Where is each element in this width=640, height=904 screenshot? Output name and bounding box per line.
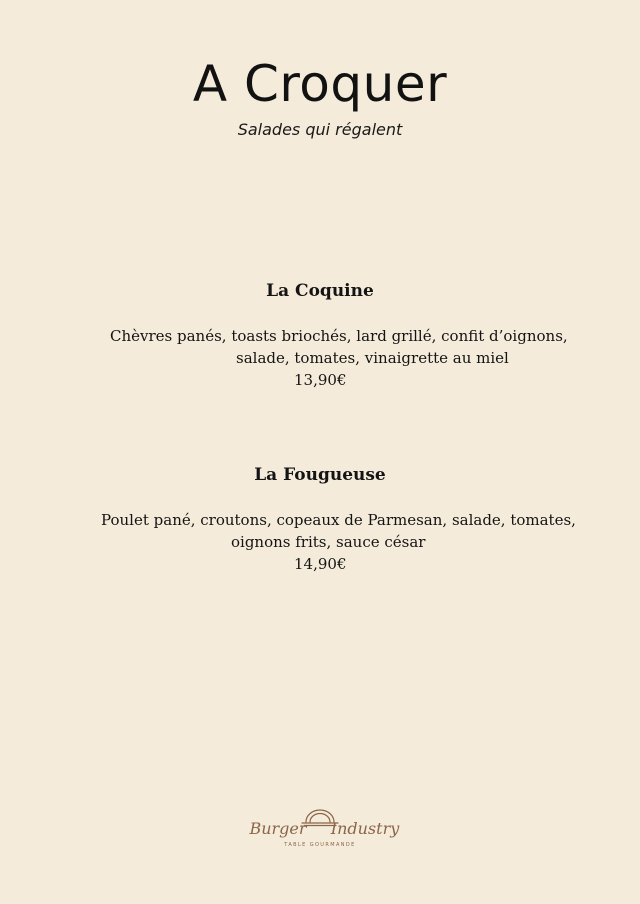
menu-item-description xyxy=(0,509,640,553)
menu-item-price: 13,90€ xyxy=(294,371,347,389)
page-subtitle: Salades qui régalent xyxy=(237,120,403,139)
menu-item-name: La Coquine xyxy=(266,281,374,301)
menu-item-name: La Fougueuse xyxy=(254,465,386,485)
menu-item-description-line: Chèvres panés, toasts briochés, lard grillé, confit d’oignons, xyxy=(110,327,568,345)
logo-name-left: Burger xyxy=(249,819,307,838)
menu-item-description-line: Poulet pané, croutons, copeaux de Parmesan, salade, tomates, xyxy=(101,511,576,529)
burger-industry-logo xyxy=(240,800,400,856)
menu-item-la-coquine xyxy=(0,279,640,391)
page-title: A Croquer xyxy=(192,55,448,113)
menu-item-description xyxy=(0,325,640,369)
logo-name-right: Industry xyxy=(330,819,400,838)
logo-tagline: TABLE GOURMANDE xyxy=(284,842,356,848)
menu-item-la-fougueuse xyxy=(0,463,640,575)
menu-item-description-line: salade, tomates, vinaigrette au miel xyxy=(236,349,509,367)
menu-item-price: 14,90€ xyxy=(294,555,347,573)
menu-item-description-line: oignons frits, sauce césar xyxy=(231,533,426,551)
